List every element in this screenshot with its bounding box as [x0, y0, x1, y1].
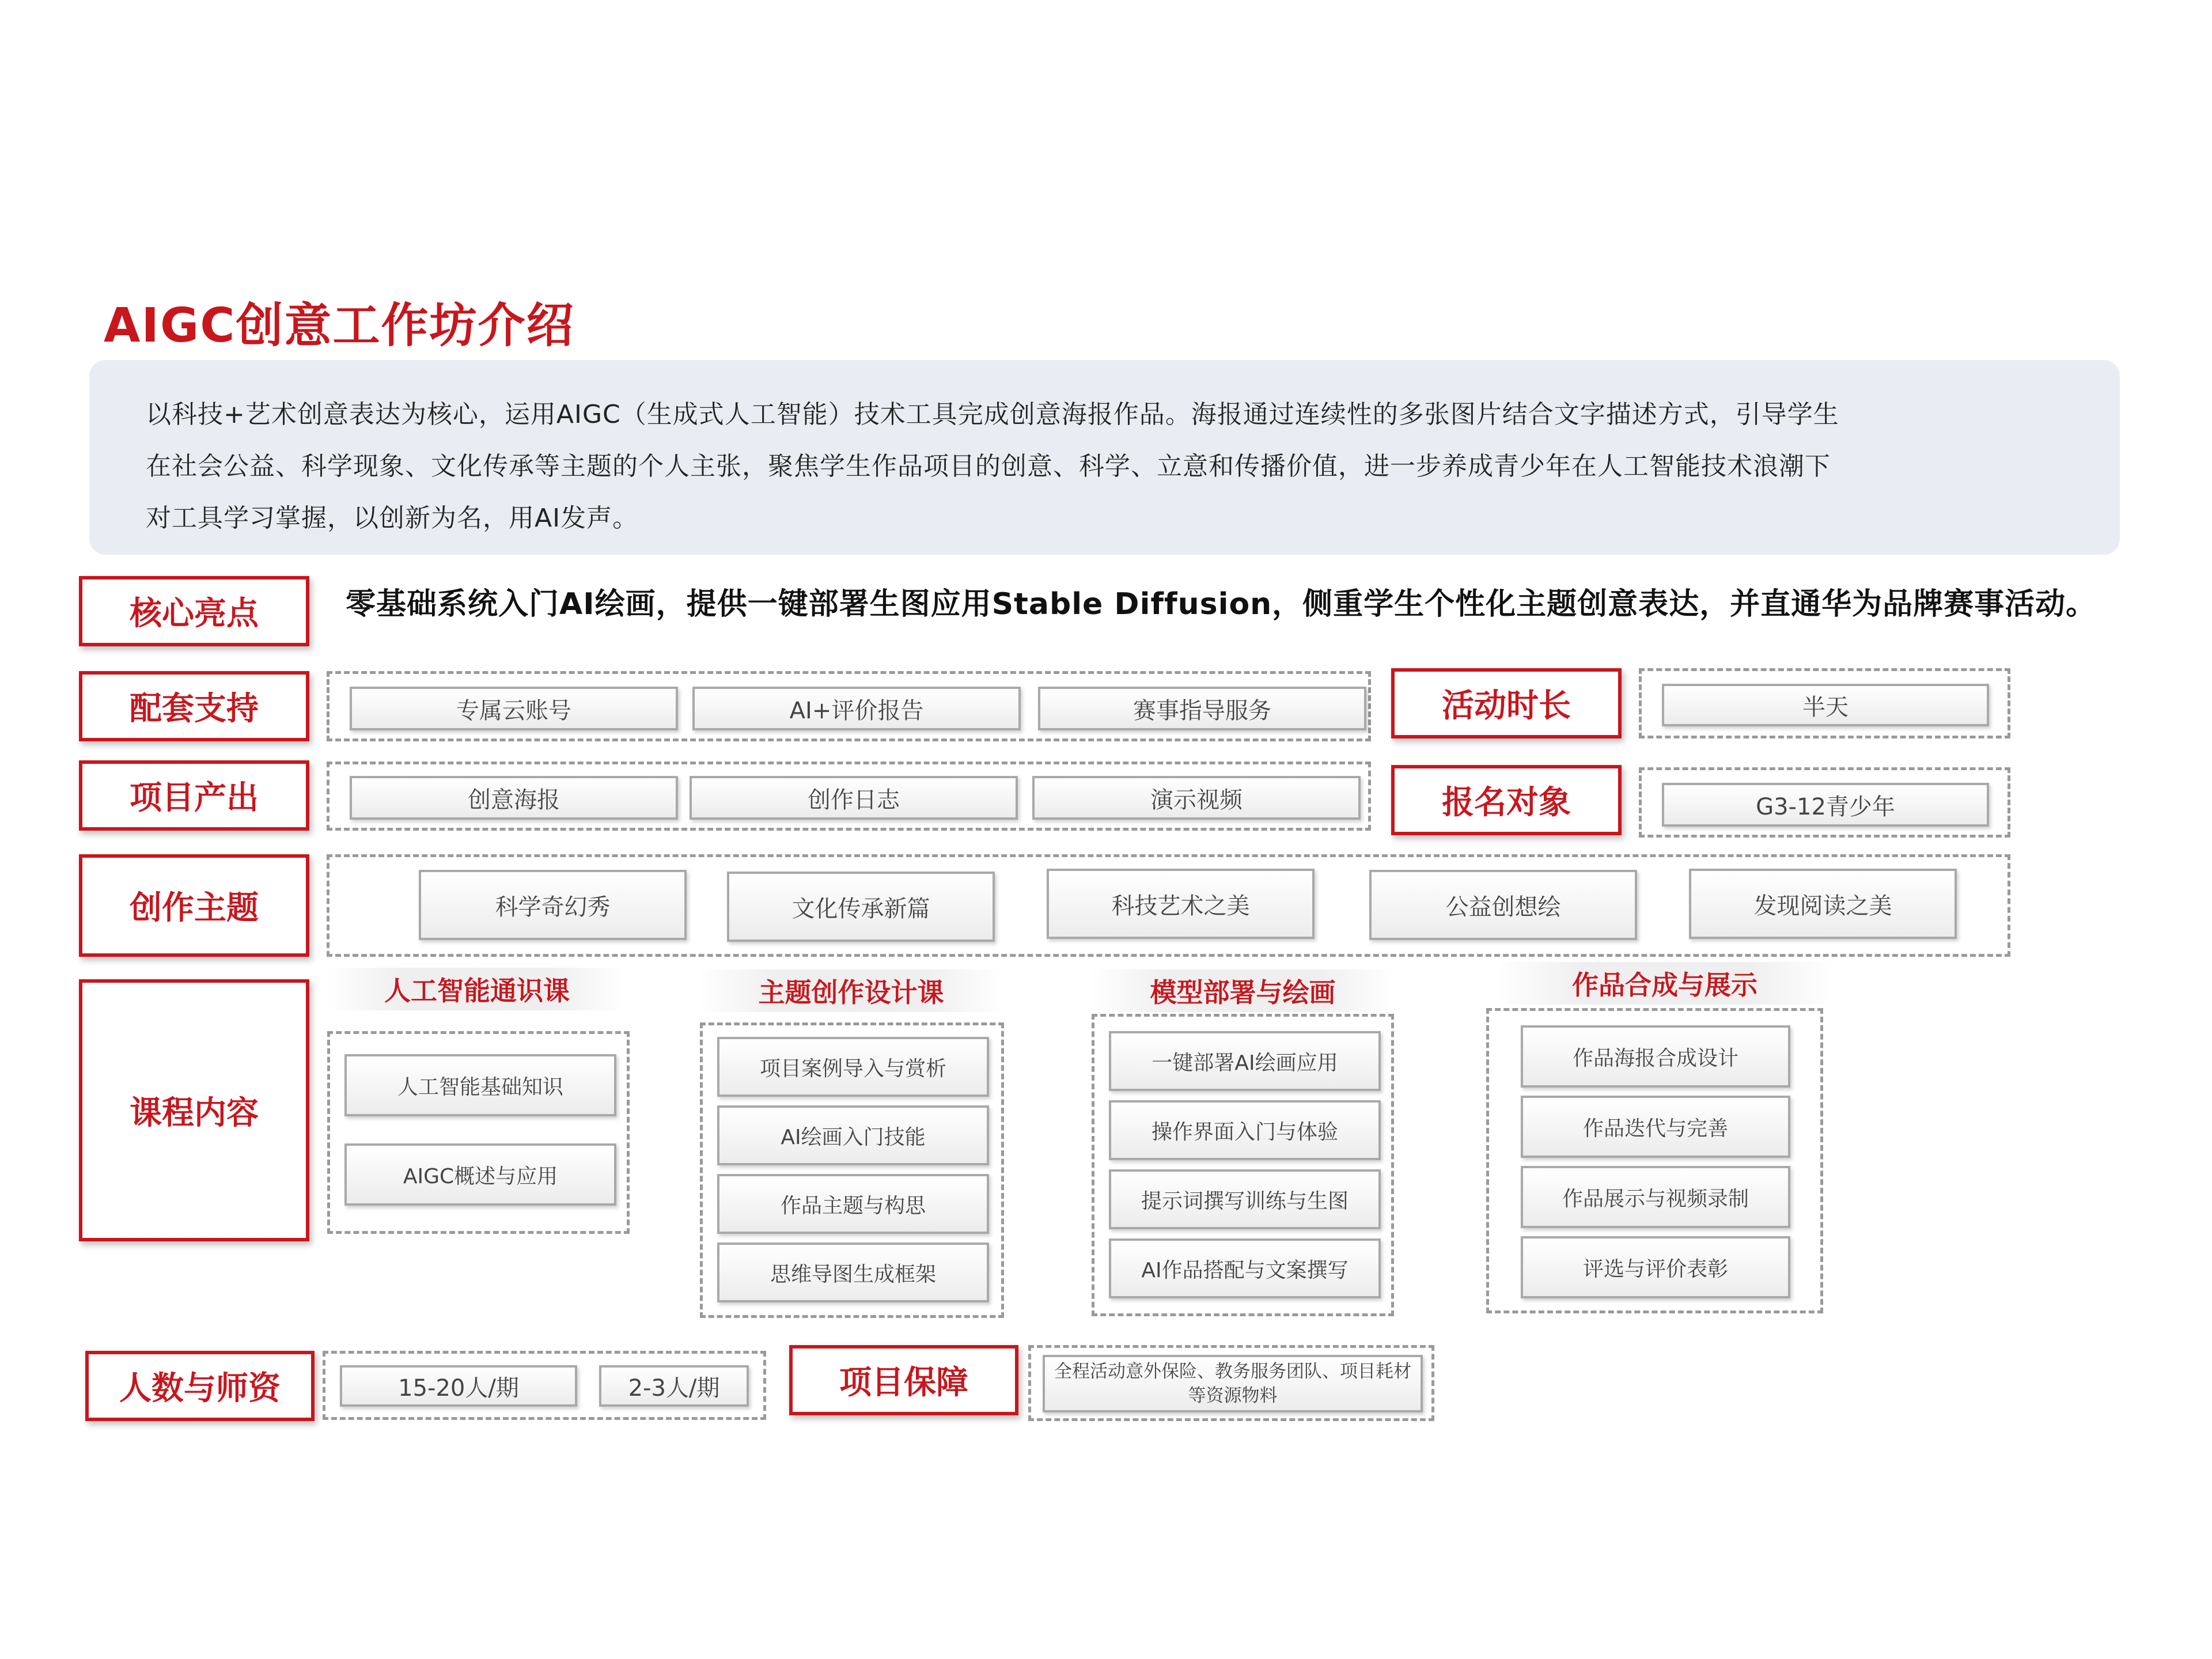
- course-item: 一键部署AI绘画应用: [1109, 1031, 1381, 1091]
- guarantee-text: 全程活动意外保险、教务服务团队、项目耗材等资源物料: [1043, 1355, 1423, 1412]
- course-item: 操作界面入门与体验: [1109, 1100, 1381, 1160]
- course-group-4: [1486, 1008, 1823, 1313]
- output-item: 创作日志: [690, 776, 1018, 820]
- theme-item: 发现阅读之美: [1689, 869, 1957, 939]
- output-label: 项目产出: [79, 760, 309, 831]
- staff-label: 人数与师资: [85, 1351, 315, 1421]
- course-item: 作品海报合成设计: [1521, 1025, 1790, 1088]
- course-item: AIGC概述与应用: [344, 1143, 616, 1206]
- support-item: AI+评价报告: [692, 687, 1021, 730]
- duration-container: [1639, 668, 2010, 738]
- course-item: 评选与评价表彰: [1521, 1236, 1790, 1298]
- core-text: 零基础系统入门AI绘画，提供一键部署生图应用Stable Diffusion，侧重学生个性化主题创意表达，并直通华为品牌赛事活动。: [346, 587, 2097, 622]
- output-item: 创意海报: [350, 776, 678, 820]
- course-group-title: 主题创作设计课: [700, 969, 1002, 1012]
- course-group-title: 模型部署与绘画: [1092, 969, 1394, 1012]
- core-label: 核心亮点: [79, 576, 309, 646]
- course-item: AI绘画入门技能: [717, 1105, 989, 1165]
- courses-label: 课程内容: [79, 979, 309, 1241]
- course-group-3: [1092, 1014, 1394, 1316]
- duration-value: 半天: [1662, 684, 1989, 726]
- theme-item: 科学奇幻秀: [419, 870, 687, 940]
- course-item: 项目案例导入与赏析: [717, 1037, 989, 1097]
- support-item: 专属云账号: [350, 687, 678, 730]
- audience-value: G3-12青少年: [1662, 783, 1989, 827]
- intro-line-2: 在社会公益、科学现象、文化传承等主题的个人主张，聚焦学生作品项目的创意、科学、立意和传播价值，进一步养成青少年在人工智能技术浪潮下: [146, 452, 1831, 481]
- output-container: [327, 762, 1371, 831]
- course-group-2: [700, 1022, 1004, 1318]
- output-item: 演示视频: [1032, 776, 1361, 820]
- theme-item: 文化传承新篇: [727, 872, 995, 942]
- course-group-title: 人工智能通识课: [327, 968, 627, 1010]
- theme-item: 公益创想绘: [1369, 870, 1637, 940]
- staff-container: [323, 1351, 766, 1420]
- page-title: AIGC创意工作坊介绍: [104, 298, 575, 353]
- course-item: 提示词撰写训练与生图: [1109, 1169, 1381, 1229]
- support-container: [327, 671, 1371, 741]
- audience-container: [1639, 767, 2010, 838]
- audience-label: 报名对象: [1391, 765, 1622, 835]
- course-item: AI作品搭配与文案撰写: [1109, 1238, 1381, 1298]
- course-group-1: [327, 1031, 630, 1234]
- course-group-title: 作品合成与展示: [1498, 962, 1832, 1005]
- theme-item: 科技艺术之美: [1047, 869, 1315, 939]
- course-item: 作品展示与视频录制: [1521, 1166, 1790, 1228]
- intro-line-1: 以科技+艺术创意表达为核心，运用AIGC（生成式人工智能）技术工具完成创意海报作品。海报通过连续性的多张图片结合文字描述方式，引导学生: [146, 400, 1839, 429]
- staff-item: 2-3人/期: [599, 1365, 749, 1407]
- intro-line-3: 对工具学习掌握，以创新为名，用AI发声。: [146, 503, 639, 533]
- support-item: 赛事指导服务: [1038, 687, 1366, 730]
- course-item: 作品迭代与完善: [1521, 1096, 1790, 1158]
- guarantee-label: 项目保障: [789, 1345, 1018, 1415]
- course-item: 人工智能基础知识: [344, 1054, 616, 1116]
- guarantee-container: [1028, 1345, 1434, 1421]
- course-item: 思维导图生成框架: [717, 1243, 989, 1302]
- support-label: 配套支持: [79, 671, 309, 741]
- course-item: 作品主题与构思: [717, 1174, 989, 1234]
- themes-container: [327, 854, 2010, 957]
- staff-item: 15-20人/期: [340, 1365, 577, 1407]
- duration-label: 活动时长: [1391, 668, 1622, 738]
- themes-label: 创作主题: [79, 854, 309, 957]
- intro-panel: [89, 360, 2120, 555]
